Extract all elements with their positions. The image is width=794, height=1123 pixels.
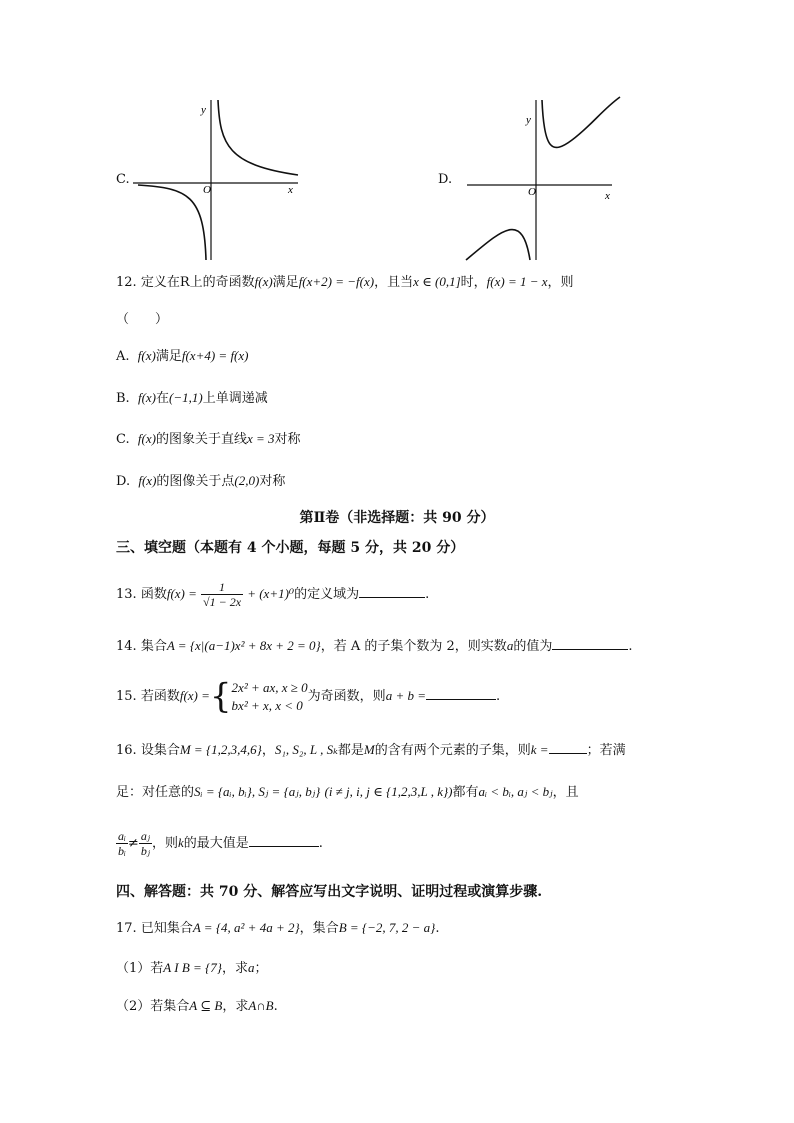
graph-d-x-label: x <box>605 190 610 202</box>
q17-part1: （1）若A I B = {7}，求a； <box>116 960 268 976</box>
graph-d-curve-lower <box>466 230 530 260</box>
graph-d <box>462 95 622 265</box>
graph-d-curve-upper <box>542 97 620 147</box>
part2-title: 第Ⅱ卷（非选择题：共 90 分） <box>299 510 495 526</box>
graph-c <box>128 95 308 265</box>
q16-line3: $\frac{\text{aᵢ}}{\text{bᵢ}}$ ≠ $\frac{\text{aⱼ}}{\text{bⱼ}}$ ，则k的最大值是 . <box>118 829 323 858</box>
graph-d-y-label: y <box>526 114 531 126</box>
graph-c-curve-upper <box>218 100 298 175</box>
q17-part2: （2）若集合A ⊆ B，求A∩B. <box>116 998 278 1014</box>
q12-option-a: A. f(x)满足f(x+4) = f(x) <box>116 348 249 364</box>
graph-c-origin: O <box>203 184 211 196</box>
q12-stem: 12. 定义在R上的奇函数f(x)满足f(x+2) = −f(x)，且当x ∈ (0,1]时，f(x) = 1 − x，则 <box>116 274 574 290</box>
section4-title: 四、解答题：共 70 分、解答应写出文字说明、证明过程或演算步骤. <box>116 884 543 900</box>
option-c-label: C. <box>116 172 130 187</box>
q17-stem: 17. 已知集合A = {4, a² + 4a + 2}，集合B = {−2, 7, 2 − a}. <box>116 920 440 936</box>
q13-fraction: $\frac{1}{√1 - 2x}$ <box>203 580 242 609</box>
q14: 14. 集合A = {x|(a−1)x² + 8x + 2 = 0}，若 A 的子集个数为 2，则实数a的值为 . <box>116 638 633 654</box>
graph-d-origin: O <box>528 186 536 198</box>
q13: 13. 函数f(x) = $\frac{1}{√1 - 2x}$ + (x+1)⁰的定义域为 . <box>116 580 430 609</box>
section3-title: 三、填空题（本题有 4 个小题，每题 5 分，共 20 分） <box>116 540 465 556</box>
q12-paren: （ ） <box>116 312 169 327</box>
q12-option-b: B. f(x)在(−1,1)上单调递减 <box>116 390 268 406</box>
graph-c-x-label: x <box>288 184 293 196</box>
graph-c-y-label: y <box>201 104 206 116</box>
q15: 15. 若函数f(x) ={ 2x² + ax, x ≥ 0 bx² + x, x < 0 为奇函数，则a + b = . <box>116 676 501 717</box>
option-d-label: D. <box>438 172 453 187</box>
graph-c-curve-lower <box>138 185 206 260</box>
q12-option-c: C. f(x)的图象关于直线x = 3对称 <box>116 431 301 447</box>
q16-line1: 16. 设集合M = {1,2,3,4,6}，S₁, S₂, L , Sₖ都是M的含有两个元素的子集，则k = ；若满 <box>116 742 626 758</box>
q16-line2: 足：对任意的Sᵢ = {aᵢ, bᵢ}, Sⱼ = {aⱼ, bⱼ} (i ≠ j, i, j ∈ {1,2,3,L , k})都有aᵢ < bᵢ, aⱼ < bⱼ，且 <box>116 784 579 800</box>
q15-cases: 2x² + ax, x ≥ 0 bx² + x, x < 0 <box>231 679 308 713</box>
q12-option-d: D. f(x)的图像关于点(2,0)对称 <box>116 473 286 489</box>
